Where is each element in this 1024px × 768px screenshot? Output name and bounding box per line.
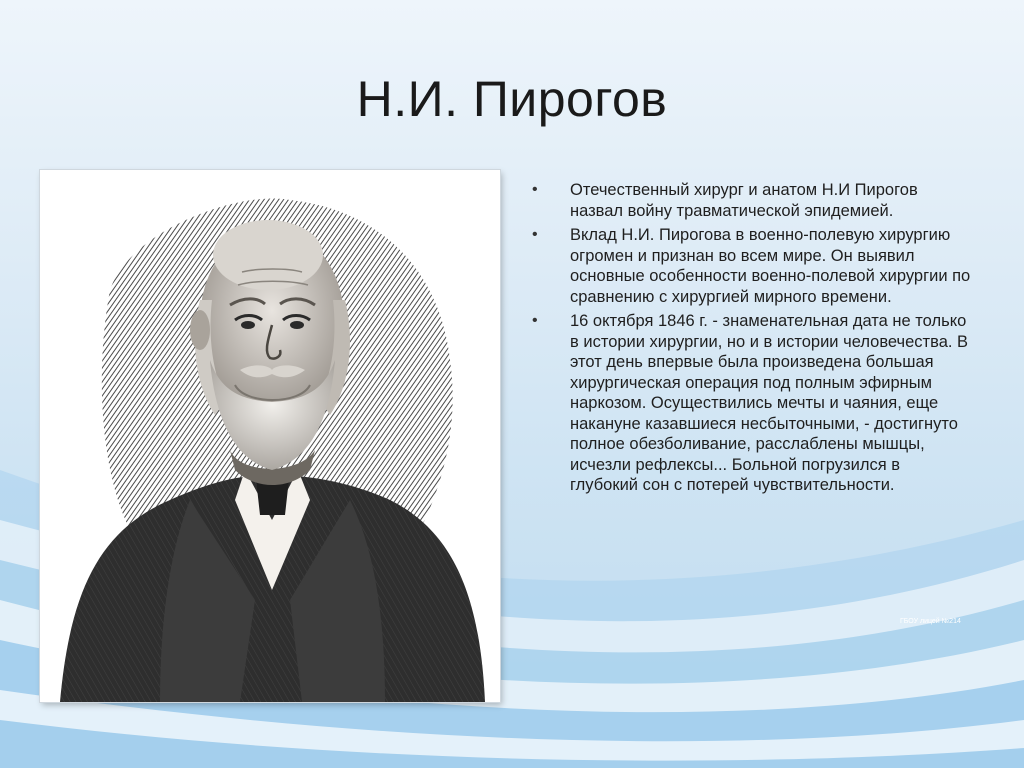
bullet-marker: • [532, 312, 538, 329]
bullet-marker: • [532, 226, 538, 243]
bullet-item [532, 225, 972, 307]
bullet-item [532, 311, 972, 496]
bullet-list [532, 180, 972, 500]
portrait-engraving [40, 170, 500, 702]
bullet-text: 16 октября 1846 г. - знаменательная дата не только в истории хирургии, но и в истории человечества. В этот день впервые была произведена большая хирургическая операция под полным эфирным наркозом. Осуществились мечты и чаяния, еще накануне казавшиеся несбыточными, - достигнуто полное обезболивание, расслаблены мышцы, исчезли рефлексы... Больной погрузился в глубокий сон с потерей чувствительности. [570, 312, 969, 494]
bullet-text: Отечественный хирург и анатом Н.И Пирогов назвал войну травматической эпидемией. [570, 181, 918, 220]
bullet-item [532, 180, 972, 221]
bullet-text: Вклад Н.И. Пирогова в военно-полевую хирургию огромен и признан во всем мире. Он выявил основные особенности военно-полевой хирургии по сравнению с хирургией мирного времени. [570, 226, 971, 306]
bullet-marker: • [532, 181, 538, 198]
footer-credit: ГБОУ лицей №214 [900, 618, 961, 625]
slide-title: Н.И. Пирогов [356, 71, 668, 127]
portrait-image [40, 170, 500, 702]
